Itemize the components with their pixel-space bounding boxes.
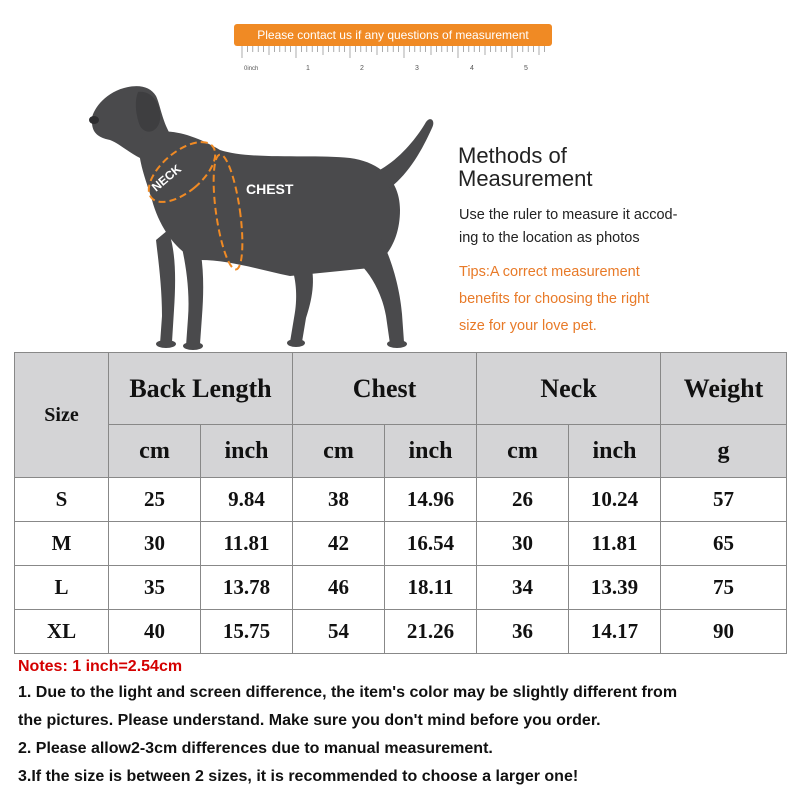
table-cell: 11.81 — [569, 522, 661, 566]
note-line: 2. Please allow2-3cm differences due to manual measurement. — [18, 740, 493, 757]
ruler-number-5: 5 — [524, 65, 528, 72]
back-length-header: Back Length — [109, 353, 293, 425]
table-cell: 21.26 — [385, 610, 477, 654]
weight-header: Weight — [661, 353, 787, 425]
table-cell: 75 — [661, 566, 787, 610]
size-header: Size — [15, 353, 109, 478]
ruler-number-1: 1 — [306, 65, 310, 72]
ruler-graphic — [234, 46, 552, 80]
neck-header: Neck — [477, 353, 661, 425]
table-cell: 14.96 — [385, 478, 477, 522]
table-cell: 30 — [477, 522, 569, 566]
table-cell: 90 — [661, 610, 787, 654]
measurement-contact-banner: Please contact us if any questions of measurement — [234, 24, 552, 46]
methods-tips: Tips:A correct measurement benefits for choosing the right size for your love pet. — [459, 264, 650, 334]
table-cell: 42 — [293, 522, 385, 566]
table-cell: 57 — [661, 478, 787, 522]
note-line: 1. Due to the light and screen difference, the item's color may be slightly different from — [18, 684, 678, 701]
table-cell: 16.54 — [385, 522, 477, 566]
unit-header: inch — [385, 425, 477, 478]
size-chart-table — [14, 352, 787, 654]
size-cell: XL — [15, 610, 109, 654]
table-cell: 35 — [109, 566, 201, 610]
table-row — [15, 566, 787, 610]
neck-label: NECK — [148, 161, 184, 195]
table-cell: 65 — [661, 522, 787, 566]
table-cell: 9.84 — [201, 478, 293, 522]
size-cell: M — [15, 522, 109, 566]
ruler-number-3: 3 — [415, 65, 419, 72]
size-cell: S — [15, 478, 109, 522]
note-line: 3.If the size is between 2 sizes, it is recommended to choose a larger one! — [18, 768, 579, 785]
methods-title: Methods of Measurement — [458, 143, 593, 191]
table-cell: 30 — [109, 522, 201, 566]
table-cell: 36 — [477, 610, 569, 654]
unit-header: cm — [477, 425, 569, 478]
note-line: the pictures. Please understand. Make sure you don't mind before you order. — [18, 712, 601, 729]
table-cell: 38 — [293, 478, 385, 522]
chest-header: Chest — [293, 353, 477, 425]
table-cell: 26 — [477, 478, 569, 522]
table-cell: 11.81 — [201, 522, 293, 566]
table-cell: 34 — [477, 566, 569, 610]
unit-header: cm — [293, 425, 385, 478]
table-cell: 13.39 — [569, 566, 661, 610]
table-cell: 54 — [293, 610, 385, 654]
table-row — [15, 478, 787, 522]
ruler-number-2: 2 — [360, 65, 364, 72]
table-cell: 14.17 — [569, 610, 661, 654]
ruler-unit-label: 0inch — [244, 66, 259, 72]
unit-header: cm — [109, 425, 201, 478]
notes-title: Notes: 1 inch=2.54cm — [18, 658, 183, 675]
table-row — [15, 522, 787, 566]
notes-section — [18, 655, 788, 791]
table-cell: 10.24 — [569, 478, 661, 522]
dog-illustration — [80, 80, 440, 352]
table-cell: 15.75 — [201, 610, 293, 654]
size-cell: L — [15, 566, 109, 610]
methods-description: Use the ruler to measure it accod- ing to the location as photos — [459, 207, 678, 246]
table-cell: 25 — [109, 478, 201, 522]
ruler-svg — [234, 46, 552, 80]
header-row-groups — [15, 353, 787, 425]
unit-header: inch — [201, 425, 293, 478]
table-cell: 46 — [293, 566, 385, 610]
table-row — [15, 610, 787, 654]
chest-label: CHEST — [246, 181, 294, 197]
table-cell: 13.78 — [201, 566, 293, 610]
ruler-number-4: 4 — [470, 65, 474, 72]
unit-header: g — [661, 425, 787, 478]
table-cell: 40 — [109, 610, 201, 654]
table-cell: 18.11 — [385, 566, 477, 610]
header-row-units — [15, 425, 787, 478]
unit-header: inch — [569, 425, 661, 478]
